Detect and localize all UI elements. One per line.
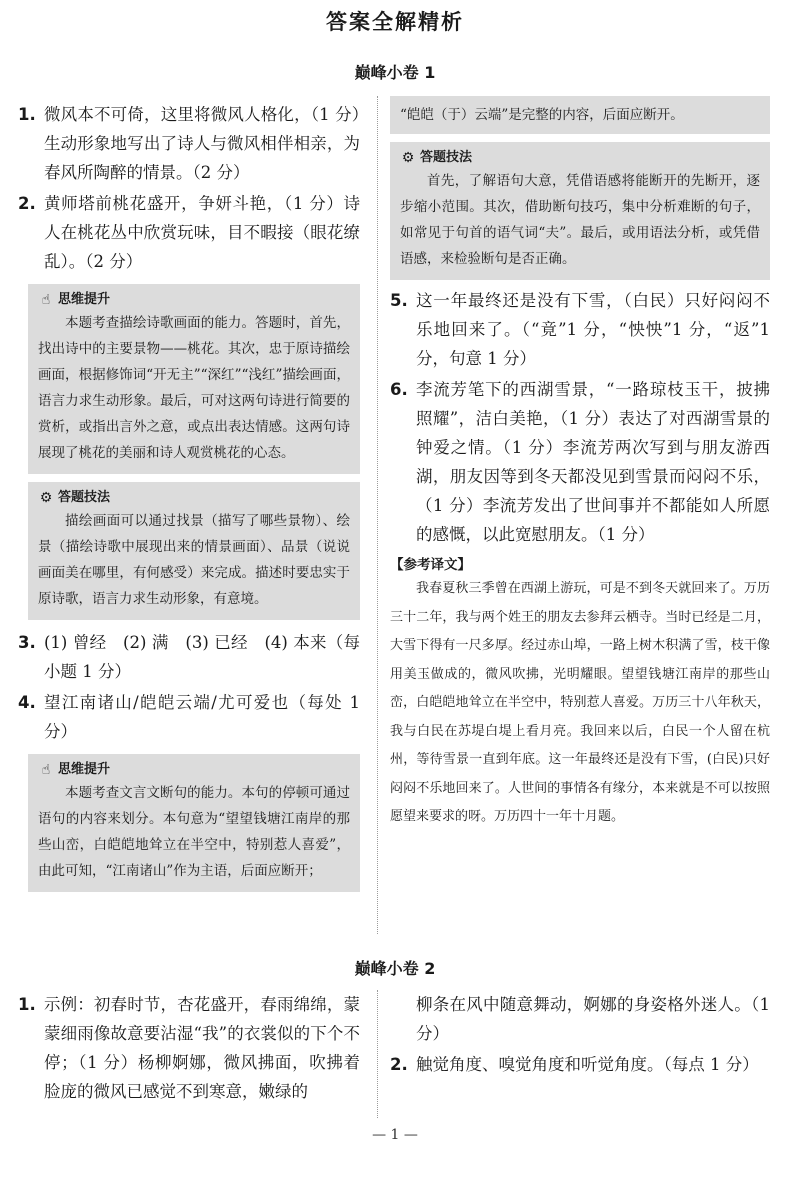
answer-text: 黄师塔前桃花盛开，争妍斗艳，（1 分）诗人在桃花丛中欣赏玩味，目不暇接（眼花缭乱）。（2 分） <box>44 194 360 271</box>
answer-text: 李流芳笔下的西湖雪景，“一路琼枝玉干，披拂照耀”，洁白美艳，（1 分）表达了对西湖雪景的钟爱之情。（1 分）李流芳两次写到与朋友游西湖，朋友因等到冬天都没见到雪景而闷闷不乐，（1 分）李流芳发出了世间事并不都能如人所愿的感慨，以此宽慰朋友。（1 分） <box>416 380 770 544</box>
gear-icon: ⚙ <box>39 490 53 506</box>
answer-item: 5. 这一年最终还是没有下雪，（白民）只好闷闷不乐地回来了。（“竟”1 分，“怏怏”1 分，“返”1 分，句意 1 分） <box>390 291 770 368</box>
answer-text: 柳条在风中随意舞动，婀娜的身姿格外迷人。（1 分） <box>416 995 770 1043</box>
thumb-icon: ☝ <box>41 292 51 308</box>
left-column-1 <box>18 100 360 900</box>
answer-item: 2. 触觉角度、嗅觉角度和听觉角度。（每点 1 分） <box>390 1055 759 1074</box>
box-body: 描绘画面可以通过找景（描写了哪些景物）、绘景（描绘诗歌中展现出来的情景画面）、品景（说说画面美在哪里，有何感受）来完成。描述时要忠实于原诗歌，语言力求生动形象，有意境。 <box>38 513 350 607</box>
box-heading: 思维提升 <box>58 292 111 307</box>
section-title-1: 巅峰小卷 1 <box>354 63 436 82</box>
box-heading: 答题技法 <box>420 150 473 165</box>
thumb-icon: ☝ <box>41 762 51 778</box>
answer-item: 1. 示例：初春时节，杏花盛开，春雨绵绵，蒙蒙细雨像故意要沾湿“我”的衣裳似的下个不停；（1 分）杨柳婀娜，微风拂面，吹拂着脸庞的微风已感觉不到寒意，嫩绿的 <box>18 995 360 1101</box>
reference-translation: 我春夏秋三季曾在西湖上游玩，可是不到冬天就回来了。万历三十二年，我与两个姓王的朋友去参拜云栖寺。当时已经是二月，大雪下得有一尺多厚。经过赤山埠，一路上树木积满了雪，枝干像用美玉做成的，微风吹拂，光明耀眼。望望钱塘江南岸的那些山峦，白皑皑地耸立在半空中，特别惹人喜爱。万历三十八年秋天，我与白民在苏堤白堤上看月亮。我回来以后，白民一个人留在杭州，等待雪景一直到年底。这一年最终还是没有下雪，(白民)只好闷闷不乐地回来了。人世间的事情各有缘分，本来就是不可以按照愿望来要求的呀。万历四十一年十月题。 <box>390 581 770 824</box>
column-divider <box>377 96 378 934</box>
answer-continuation <box>390 990 770 1048</box>
box-heading: 思维提升 <box>58 762 111 777</box>
thinking-box <box>28 754 360 892</box>
answer-text: (1) 曾经 (2) 满 (3) 已经 (4) 本来（每小题 1 分） <box>44 633 360 681</box>
gear-icon: ⚙ <box>401 150 415 166</box>
thinking-box <box>28 284 360 474</box>
answer-item: 3. (1) 曾经 (2) 满 (3) 已经 (4) 本来（每小题 1 分） <box>18 633 360 681</box>
answer-text: 微风本不可倚，这里将微风人格化，（1 分）生动形象地写出了诗人与微风相伴相亲，为春风所陶醉的情景。（2 分） <box>44 105 360 182</box>
box-body: 首先，了解语句大意，凭借语感将能断开的先断开，逐步缩小范围。其次，借助断句技巧，集中分析难断的句子，如常见于句首的语气词“夫”。最后，或用语法分析，或凭借语感，来检验断句是否正确。 <box>400 173 760 267</box>
section-title-2: 巅峰小卷 2 <box>354 959 436 978</box>
answer-item: 1. 微风本不可倚，这里将微风人格化，（1 分）生动形象地写出了诗人与微风相伴相亲，为春风所陶醉的情景。（2 分） <box>18 105 360 182</box>
box-heading: 答题技法 <box>58 490 111 505</box>
answer-text: 望江南诸山/皑皑云端/尤可爱也（每处 1 分） <box>44 693 360 741</box>
left-column-2 <box>18 990 360 1106</box>
technique-box <box>390 142 770 280</box>
right-column-1 <box>390 96 770 832</box>
box-body: 本题考查描绘诗歌画面的能力。答题时，首先，找出诗中的主要景物——桃花。其次，忠于原诗描绘画面，根据修饰词“开无主”“深红”“浅红”描绘画面，语言力求生动形象。最后，可对这两句诗进行简要的赏析，或指出言外之意，或点出表达情感。这两句诗展现了桃花的美丽和诗人观赏桃花的心态。 <box>38 315 350 461</box>
column-divider <box>377 990 378 1118</box>
technique-box <box>28 482 360 620</box>
answer-item: 4. 望江南诸山/皑皑云端/尤可爱也（每处 1 分） <box>18 693 360 741</box>
box-body: 本题考查文言文断句的能力。本句的停顿可通过语句的内容来划分。本句意为“望望钱塘江南岸的那些山峦，白皑皑地耸立在半空中，特别惹人喜爱”，由此可知，“江南诸山”作为主语，后面应断开； <box>38 785 350 879</box>
answer-item: 6. 李流芳笔下的西湖雪景，“一路琼枝玉干，披拂照耀”，洁白美艳，（1 分）表达了对西湖雪景的钟爱之情。（1 分）李流芳两次写到与朋友游西湖，朋友因等到冬天都没见到雪景而闷闷不乐，（1 分）李流芳发出了世间事并不都能如人所愿的感慨，以此宽慰朋友。（1 分） <box>390 380 770 544</box>
answer-text: 触觉角度、嗅觉角度和听觉角度。（每点 1 分） <box>416 1055 759 1074</box>
answer-text: 这一年最终还是没有下雪，（白民）只好闷闷不乐地回来了。（“竟”1 分，“怏怏”1 分，“返”1 分，句意 1 分） <box>416 291 770 368</box>
box-body: “皑皑（于）云端”是完整的内容，后面应断开。 <box>400 107 684 123</box>
right-column-2 <box>390 990 770 1079</box>
thinking-box-continued <box>390 96 770 134</box>
reference-heading: 【参考译文】 <box>390 557 471 573</box>
answer-item: 2. 黄师塔前桃花盛开，争妍斗艳，（1 分）诗人在桃花丛中欣赏玩味，目不暇接（眼花缭乱）。（2 分） <box>18 194 360 271</box>
page-title: 答案全解精析 <box>326 10 464 34</box>
answer-text: 示例：初春时节，杏花盛开，春雨绵绵，蒙蒙细雨像故意要沾湿“我”的衣裳似的下个不停；（1 分）杨柳婀娜，微风拂面，吹拂着脸庞的微风已感觉不到寒意，嫩绿的 <box>44 995 360 1101</box>
page-number: — 1 — <box>372 1127 418 1143</box>
